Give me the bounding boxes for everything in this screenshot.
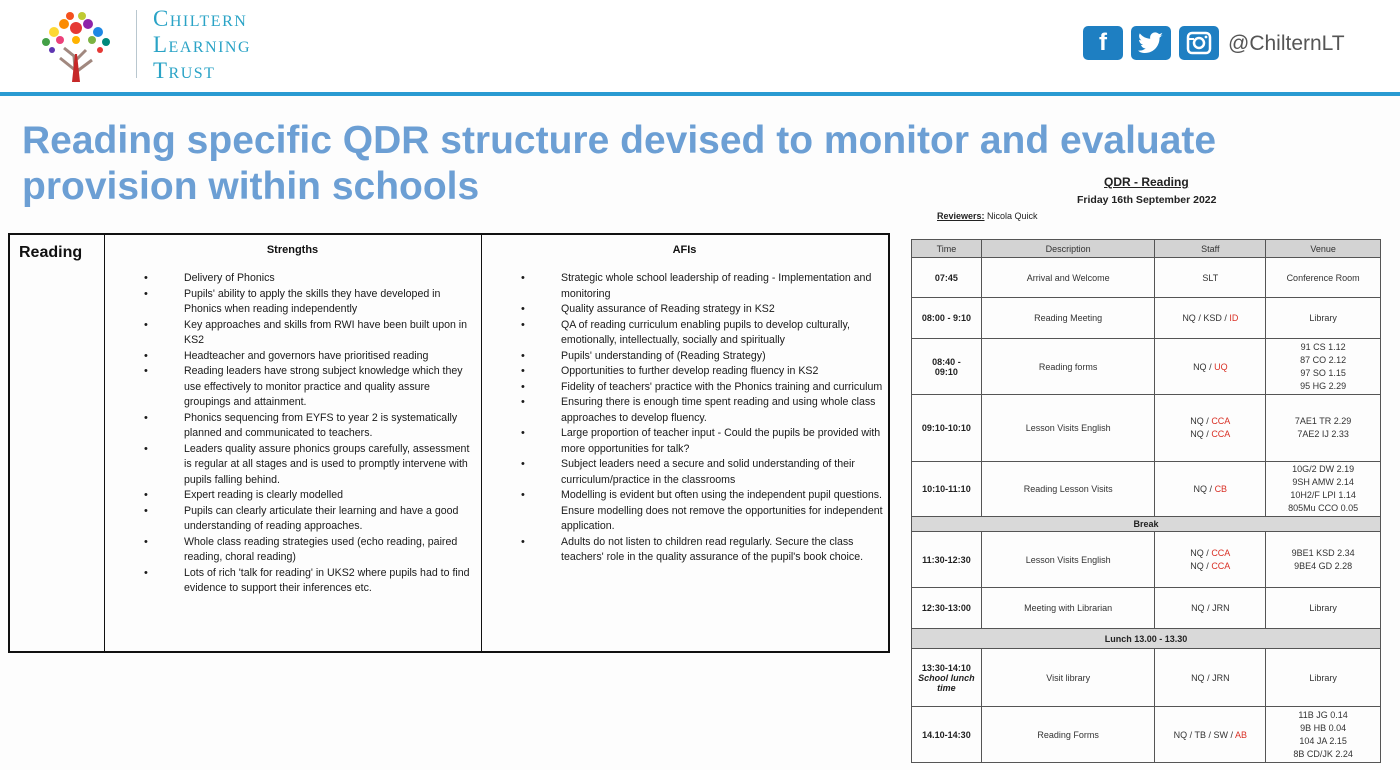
header-rule (0, 92, 1400, 96)
bullet-item: • Fidelity of teachers' practice with the Phonics training and curriculum (561, 380, 883, 396)
logo-line-1: Chiltern (153, 6, 248, 31)
venue-line: 9B HB 0.04 (1300, 722, 1347, 733)
strengths-list (184, 271, 474, 597)
staff-text: NQ / (1190, 429, 1212, 439)
afis-header: AFIs (672, 244, 697, 256)
staff-line (1158, 560, 1262, 573)
row-description: Arrival and Welcome (981, 258, 1155, 298)
staff-text: NQ / (1193, 484, 1215, 494)
bullet-item: • Adults do not listen to children read regularly. Secure the class teachers' role in the quality assurance of the pupil's book choice. (561, 535, 883, 566)
break-row (912, 517, 1381, 532)
schedule-table (911, 239, 1381, 763)
time-end: 09:10 (934, 366, 958, 377)
afis-list (561, 271, 883, 566)
staff-line (1158, 415, 1262, 428)
row-description: Reading Meeting (981, 298, 1155, 339)
table-row (912, 707, 1381, 763)
row-staff (1155, 395, 1266, 462)
staff-text: NQ / (1190, 547, 1212, 558)
row-time: 14.10-14:30 (912, 707, 982, 763)
lunch-row (912, 629, 1381, 649)
venue-line: 805Mu CCO 0.05 (1288, 503, 1359, 513)
staff-highlight: CCA (1211, 429, 1231, 439)
reviewers (937, 211, 1038, 221)
bullet-item: • Pupils' ability to apply the skills they have developed in Phonics when reading independently (184, 287, 474, 318)
staff-line (1158, 428, 1262, 441)
table-row (912, 339, 1381, 395)
strengths-header: Strengths (266, 244, 319, 256)
venue-line: 9BE4 GD 2.28 (1294, 560, 1353, 571)
row-description: Reading Forms (981, 707, 1155, 763)
venue-line: 9BE1 KSD 2.34 (1291, 547, 1355, 558)
reading-table (8, 233, 890, 653)
row-staff (1155, 462, 1266, 517)
bullet-item: • Reading leaders have strong subject knowledge which they use effectively to monitor practice and quality assure groupings and attainment. (184, 364, 474, 411)
bullet-item: • Subject leaders need a secure and solid understanding of their curriculum/practice in the classrooms (561, 457, 883, 488)
bullet-item: • Pupils' understanding of (Reading Strategy) (561, 349, 883, 365)
row-venue: Library (1266, 298, 1381, 339)
time-note: School lunch time (918, 672, 975, 693)
reviewers-value: Nicola Quick (987, 211, 1038, 221)
table-row (912, 395, 1381, 462)
qdr-date: Friday 16th September 2022 (1077, 194, 1217, 206)
schedule-header-row (912, 240, 1381, 258)
header-venue: Venue (1266, 240, 1381, 258)
header-time: Time (912, 240, 982, 258)
venue-line: 95 HG 2.29 (1300, 380, 1347, 391)
staff-text: NQ / (1190, 416, 1212, 426)
table-row (912, 649, 1381, 707)
row-venue (1266, 339, 1381, 395)
row-staff (1155, 707, 1266, 763)
row-time: 08:00 - 9:10 (912, 298, 982, 339)
time-range: 13:30-14:10 (921, 662, 971, 673)
bullet-item: • Modelling is evident but often using the independent pupil questions. Ensure modelling does not remove the opportunities for independent application. (561, 488, 883, 535)
reviewers-label: Reviewers: (937, 211, 985, 221)
row-description: Visit library (981, 649, 1155, 707)
row-description: Reading Lesson Visits (981, 462, 1155, 517)
table-row (912, 532, 1381, 588)
page-title-line-1: Reading specific QDR structure devised to monitor and evaluate (22, 119, 1217, 162)
organisation-name (153, 6, 251, 84)
row-venue (1266, 462, 1381, 517)
bullet-item: • QA of reading curriculum enabling pupils to develop culturally, emotionally, intellectually, socially and spiritually (561, 318, 883, 349)
row-description: Lesson Visits English (981, 395, 1155, 462)
venue-line: 91 CS 1.12 (1300, 341, 1346, 352)
bullet-item: • Pupils can clearly articulate their learning and have a good understanding of reading approaches. (184, 504, 474, 535)
reading-label: Reading (19, 244, 83, 261)
header-description: Description (981, 240, 1155, 258)
bullet-item: • Lots of rich 'talk for reading' in UKS2 where pupils had to find evidence to support their inferences etc. (184, 566, 474, 597)
row-description: Reading forms (981, 339, 1155, 395)
bullet-item: • Ensuring there is enough time spent reading and using whole class approaches to develop fluency. (561, 395, 883, 426)
reading-label-cell (10, 235, 105, 651)
logo-divider (136, 10, 137, 78)
bullet-item: • Expert reading is clearly modelled (184, 488, 474, 504)
venue-line: 8B CD/JK 2.24 (1293, 748, 1353, 759)
row-venue (1266, 532, 1381, 588)
lunch-label: Lunch 13.00 - 13.30 (912, 629, 1381, 649)
instagram-icon[interactable] (1179, 26, 1219, 60)
venue-line: 97 SO 1.15 (1300, 367, 1346, 378)
venue-line: 10G/2 DW 2.19 (1292, 464, 1355, 474)
page-title-line-2: provision within schools (22, 165, 480, 208)
row-time (912, 339, 982, 395)
header-staff: Staff (1155, 240, 1266, 258)
logo-line-2: Learning (153, 32, 252, 57)
venue-line: 7AE1 TR 2.29 (1294, 416, 1352, 426)
staff-text: NQ / TB / SW / (1173, 729, 1235, 740)
bullet-item: • Delivery of Phonics (184, 271, 474, 287)
row-description: Lesson Visits English (981, 532, 1155, 588)
venue-line: 9SH AMW 2.14 (1292, 477, 1354, 487)
bullet-item: • Quality assurance of Reading strategy in KS2 (561, 302, 883, 318)
row-time: 09:10-10:10 (912, 395, 982, 462)
tree-logo-icon (30, 6, 122, 84)
row-venue (1266, 395, 1381, 462)
qdr-title: QDR - Reading (1104, 175, 1189, 189)
time-start: 08:40 - (932, 356, 961, 367)
venue-line: 7AE2 IJ 2.33 (1297, 429, 1349, 439)
row-description: Meeting with Librarian (981, 588, 1155, 629)
bullet-item: • Opportunities to further develop reading fluency in KS2 (561, 364, 883, 380)
row-staff (1155, 532, 1266, 588)
afis-cell (481, 235, 888, 651)
venue-line: 11B JG 0.14 (1298, 709, 1348, 720)
logo-line-3: Trust (153, 58, 216, 83)
row-staff (1155, 339, 1266, 395)
bullet-item: • Whole class reading strategies used (echo reading, paired reading, choral reading) (184, 535, 474, 566)
staff-text: NQ / (1190, 560, 1212, 571)
staff-text: NQ / (1193, 361, 1215, 372)
row-staff: SLT (1155, 258, 1266, 298)
row-staff: NQ / JRN (1155, 588, 1266, 629)
strengths-cell (104, 235, 482, 651)
staff-highlight: CCA (1211, 547, 1231, 558)
bullet-item: • Phonics sequencing from EYFS to year 2 is systematically planned and communicated to teachers. (184, 411, 474, 442)
bullet-item: • Strategic whole school leadership of reading - Implementation and monitoring (561, 271, 883, 302)
bullet-item: • Large proportion of teacher input - Could the pupils be provided with more opportunities for talk? (561, 426, 883, 457)
bullet-item: • Headteacher and governors have prioritised reading (184, 349, 474, 365)
facebook-icon[interactable]: f (1083, 26, 1123, 60)
staff-text: NQ / KSD / (1182, 313, 1230, 323)
row-time: 07:45 (912, 258, 982, 298)
bullet-item: • Key approaches and skills from RWI have been built upon in KS2 (184, 318, 474, 349)
row-staff: NQ / JRN (1155, 649, 1266, 707)
venue-line: 104 JA 2.15 (1299, 735, 1347, 746)
staff-highlight: ID (1229, 313, 1239, 323)
staff-line (1158, 547, 1262, 560)
table-row (912, 258, 1381, 298)
staff-highlight: CB (1214, 484, 1228, 494)
row-time: 11:30-12:30 (912, 532, 982, 588)
row-venue: Library (1266, 588, 1381, 629)
staff-highlight: CCA (1211, 416, 1231, 426)
twitter-icon[interactable] (1131, 26, 1171, 60)
venue-line: 87 CO 2.12 (1300, 354, 1347, 365)
site-header (0, 0, 1400, 92)
table-row (912, 462, 1381, 517)
break-label: Break (912, 517, 1381, 532)
social-handle[interactable]: @ChilternLT (1228, 32, 1345, 55)
bullet-item: • Leaders quality assure phonics groups carefully, assessment is regular at all stages and is used to promptly intervene with pupils falling behind. (184, 442, 474, 489)
staff-highlight: UQ (1214, 361, 1228, 372)
row-venue (1266, 707, 1381, 763)
table-row (912, 298, 1381, 339)
table-row (912, 588, 1381, 629)
row-venue: Conference Room (1266, 258, 1381, 298)
row-time (912, 649, 982, 707)
staff-highlight: AB (1234, 729, 1247, 740)
row-venue: Library (1266, 649, 1381, 707)
staff-highlight: CCA (1211, 560, 1231, 571)
row-time: 12:30-13:00 (912, 588, 982, 629)
venue-line: 10H2/F LPI 1.14 (1290, 490, 1356, 500)
row-staff (1155, 298, 1266, 339)
row-time: 10:10-11:10 (912, 462, 982, 517)
